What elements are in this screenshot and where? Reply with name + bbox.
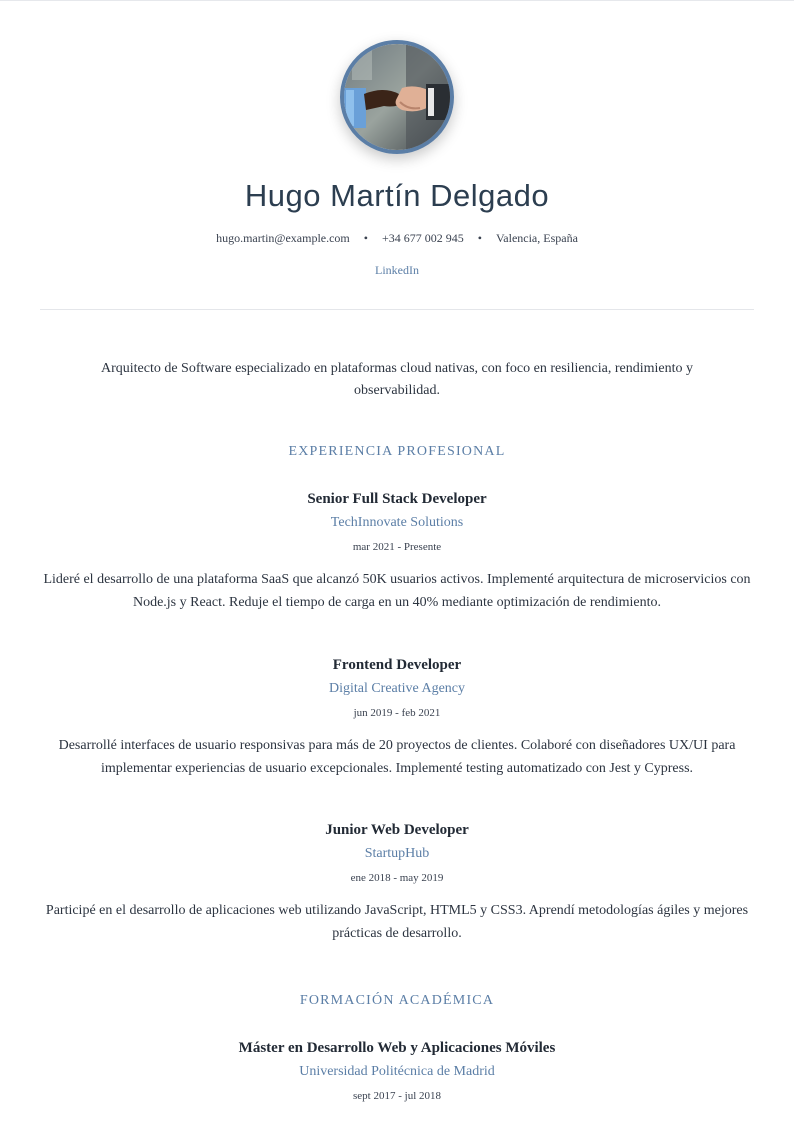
degree-title: Máster en Desarrollo Web y Aplicaciones Móviles [238, 1040, 556, 1056]
candidate-name: Hugo Martín Delgado [244, 178, 550, 213]
contact-separator: • [363, 231, 368, 245]
experience-entry [40, 654, 754, 780]
company-name: TechInnovate Solutions [330, 515, 464, 530]
job-dates: jun 2019 - feb 2021 [353, 707, 441, 719]
experience-entry [40, 488, 754, 614]
job-description: Participé en el desarrollo de aplicaciones web utilizando JavaScript, HTML5 y CSS3. Aprendí metodologías ágiles y mejores prácticas de desarrollo. [45, 903, 749, 941]
job-description: Lideré el desarrollo de una plataforma SaaS que alcanzó 50K usuarios activos. Implementé arquitectura de microservicios con Node.js y React. Reduje el tiempo de carga en un 40% mediante optimización de rendimiento. [43, 572, 751, 610]
education-section-title: FORMACIÓN ACADÉMICA [299, 993, 495, 1008]
institution-name: Universidad Politécnica de Madrid [299, 1064, 495, 1079]
contact-separator: • [477, 231, 482, 245]
email-text[interactable]: hugo.martin@example.com [216, 231, 350, 245]
professional-summary: Arquitecto de Software especializado en plataformas cloud nativas, con foco en resiliencia, rendimiento y observabilidad. [100, 361, 694, 398]
job-dates: ene 2018 - may 2019 [350, 872, 444, 884]
job-description: Desarrollé interfaces de usuario responsivas para más de 20 proyectos de clientes. Colaboré con diseñadores UX/UI para implementar experiencias de usuario excepcionales. Implementé testing automatizado con Jest y Cypress. [58, 738, 736, 776]
header-divider [40, 309, 754, 310]
job-dates: mar 2021 - Presente [352, 541, 442, 553]
education-entry [40, 1037, 754, 1103]
experience-section-title: EXPERIENCIA PROFESIONAL [288, 444, 506, 459]
phone-text[interactable]: +34 677 002 945 [381, 231, 464, 245]
company-name: StartupHub [364, 846, 430, 861]
handshake-photo-icon [344, 44, 450, 150]
profile-photo [340, 40, 454, 154]
education-dates: sept 2017 - jul 2018 [353, 1090, 441, 1102]
experience-entry [40, 819, 754, 945]
company-name: Digital Creative Agency [328, 681, 466, 696]
job-title: Senior Full Stack Developer [307, 491, 487, 507]
resume-header [0, 40, 794, 279]
job-title: Frontend Developer [332, 657, 462, 673]
top-border [0, 0, 794, 1]
contact-line [0, 230, 794, 246]
location-text: Valencia, España [495, 231, 578, 245]
job-title: Junior Web Developer [325, 822, 469, 838]
linkedin-link[interactable]: LinkedIn [375, 263, 419, 277]
